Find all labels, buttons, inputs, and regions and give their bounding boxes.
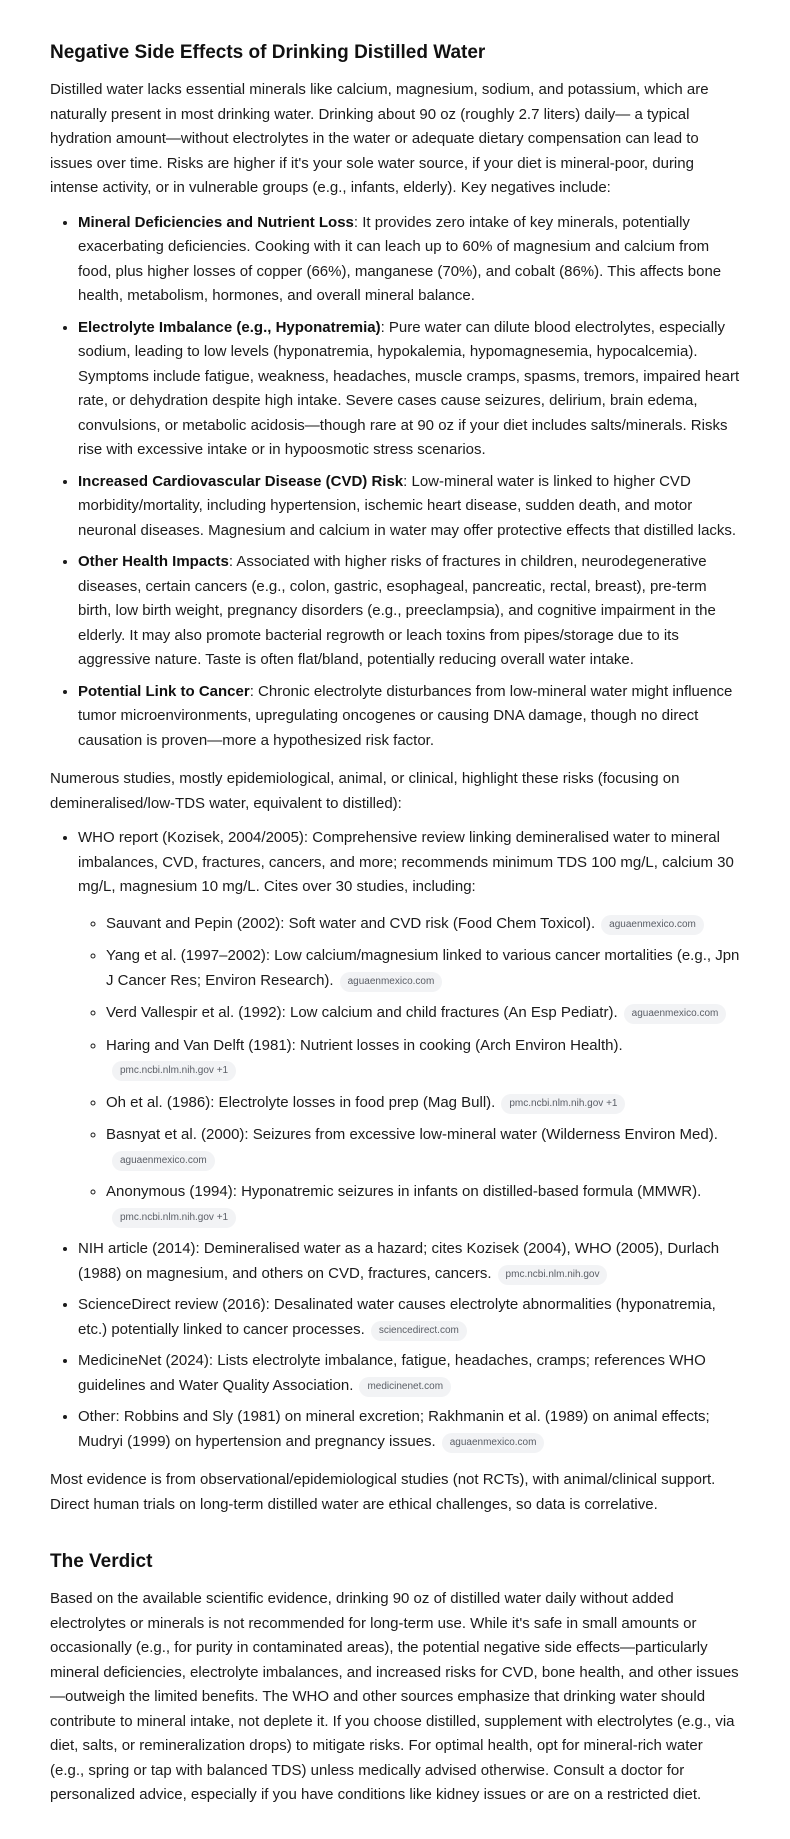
list-item bbox=[78, 1237, 740, 1286]
item-lead: Potential Link to Cancer bbox=[78, 682, 250, 700]
item-text: : Low-mineral water is linked to higher CVD morbidity/mortality, including hypertension, ischemic heart disease, sudden death, and motor neuronal diseases. Magnesium and calcium in water may offer protective effects that distilled lacks. bbox=[78, 472, 737, 539]
page-title: Negative Side Effects of Drinking Distilled Water bbox=[50, 42, 486, 63]
item-lead: Other Health Impacts bbox=[78, 553, 229, 570]
source-chip[interactable]: aguaenmexico.com bbox=[112, 1151, 215, 1171]
list-item bbox=[78, 550, 740, 673]
list-item bbox=[78, 1349, 740, 1398]
studies-intro: Numerous studies, mostly epidemiological, animal, or clinical, highlight these risks (focusing on demineralised/low-TDS water, equivalent to distilled): bbox=[50, 770, 680, 812]
item-text: Basnyat et al. (2000): Seizures from excessive low-mineral water (Wilderness Environ Med). bbox=[106, 1126, 718, 1143]
list-item bbox=[106, 1001, 740, 1026]
item-text: ScienceDirect review (2016): Desalinated water causes electrolyte abnormalities (hyponatremia, etc.) potentially linked to cancer processes. bbox=[78, 1296, 716, 1338]
item-text: Haring and Van Delft (1981): Nutrient losses in cooking (Arch Environ Health). bbox=[106, 1036, 623, 1054]
article bbox=[50, 40, 740, 1818]
item-text: : Pure water can dilute blood electrolytes, especially sodium, leading to low levels (hyponatremia, hypokalemia, hypomagnesemia, hypocalcemia). Symptoms include fatigue, weakness, headaches, muscle cramps, spasms, tremors, impaired heart rate, or dehydration despite high intake. Severe cases cause seizures, delirium, brain edema, convulsions, or metabolic acidosis—though rare at 90 oz if your diet includes salts/minerals. Risks rise with excessive intake or in hypoosmotic stress scenarios. bbox=[78, 318, 740, 458]
source-chip[interactable]: aguaenmexico.com bbox=[624, 1004, 727, 1024]
item-text: Yang et al. (1997–2002): Low calcium/magnesium linked to various cancer mortalities (e.g., Jpn J Cancer Res; Environ Research). bbox=[106, 947, 740, 989]
item-text: : Chronic electrolyte disturbances from low-mineral water might influence tumor microenvironments, upregulating oncogenes or causing DNA damage, though no direct causation is proven—more a hypothesized risk factor. bbox=[78, 682, 733, 749]
source-chip[interactable]: sciencedirect.com bbox=[371, 1321, 467, 1341]
list-item bbox=[106, 1180, 740, 1229]
list-item bbox=[78, 470, 740, 544]
list-item bbox=[106, 912, 740, 937]
item-text: WHO report (Kozisek, 2004/2005): Comprehensive review linking demineralised water to mineral imbalances, CVD, fractures, cancers, and more; recommends minimum TDS 100 mg/L, calcium 30 mg/L, magnesium 10 mg/L. Cites over 30 studies, including: bbox=[78, 829, 734, 895]
source-chip[interactable]: aguaenmexico.com bbox=[340, 972, 443, 992]
item-lead: Increased Cardiovascular Disease (CVD) Risk bbox=[78, 472, 404, 490]
item-text: Anonymous (1994): Hyponatremic seizures in infants on distilled-based formula (MMWR). bbox=[106, 1183, 702, 1200]
source-chip[interactable]: aguaenmexico.com bbox=[442, 1433, 545, 1453]
item-text: Oh et al. (1986): Electrolyte losses in food prep (Mag Bull). bbox=[106, 1093, 496, 1111]
source-chip[interactable]: pmc.ncbi.nlm.nih.gov +1 bbox=[112, 1061, 236, 1081]
list-item bbox=[106, 1091, 740, 1116]
item-text: MedicineNet (2024): Lists electrolyte imbalance, fatigue, headaches, cramps; references WHO guidelines and Water Quality Association. bbox=[78, 1352, 706, 1394]
item-text: Other: Robbins and Sly (1981) on mineral excretion; Rakhmanin et al. (1989) on animal effects; Mudryi (1999) on hypertension and pregnancy issues. bbox=[78, 1408, 710, 1450]
source-chip[interactable]: pmc.ncbi.nlm.nih.gov bbox=[498, 1265, 608, 1285]
studies-list bbox=[50, 826, 740, 1454]
list-item bbox=[78, 826, 740, 1229]
evidence-note: Most evidence is from observational/epidemiological studies (not RCTs), with animal/clinical support. Direct human trials on long-term distilled water are ethical challenges, so data is correlative. bbox=[50, 1471, 716, 1513]
item-text: Sauvant and Pepin (2002): Soft water and CVD risk (Food Chem Toxicol). bbox=[106, 914, 596, 932]
who-sub-list bbox=[78, 912, 740, 1230]
list-item bbox=[78, 1405, 740, 1454]
source-chip[interactable]: aguaenmexico.com bbox=[601, 915, 704, 935]
intro-paragraph: Distilled water lacks essential minerals like calcium, magnesium, sodium, and potassium, which are naturally present in most drinking water. Drinking about 90 oz (roughly 2.7 liters) daily— a typical hydration amount—without electrolytes in the water or adequate dietary compensation can lead to issues over time. Risks are higher if it's your sole water source, if your diet is mineral-poor, during intense activity, or in vulnerable groups (e.g., infants, elderly). Key negatives include: bbox=[50, 81, 709, 196]
source-chip[interactable]: medicinenet.com bbox=[359, 1377, 451, 1397]
list-item bbox=[78, 680, 740, 754]
source-chip[interactable]: pmc.ncbi.nlm.nih.gov +1 bbox=[501, 1094, 625, 1114]
item-text: Verd Vallespir et al. (1992): Low calcium and child fractures (An Esp Pediatr). bbox=[106, 1004, 618, 1021]
negatives-list bbox=[50, 211, 740, 754]
list-item bbox=[78, 1293, 740, 1342]
source-chip[interactable]: pmc.ncbi.nlm.nih.gov +1 bbox=[112, 1208, 236, 1228]
list-item bbox=[78, 316, 740, 463]
item-text: : Associated with higher risks of fractures in children, neurodegenerative diseases, certain cancers (e.g., colon, gastric, esophageal, pancreatic, rectal, breast), pre-term birth, low birth weight, pregnancy disorders (e.g., preeclampsia), and cognitive impairment in the elderly. It may also promote bacterial regrowth or leach toxins from pipes/storage due to its aggressive nature. Taste is often flat/bland, potentially reducing overall water intake. bbox=[78, 553, 716, 668]
list-item bbox=[106, 1123, 740, 1172]
item-text: NIH article (2014): Demineralised water as a hazard; cites Kozisek (2004), WHO (2005), Durlach (1988) on magnesium, and others on CVD, fractures, cancers. bbox=[78, 1240, 720, 1282]
list-item bbox=[78, 211, 740, 309]
item-lead: Mineral Deficiencies and Nutrient Loss bbox=[78, 213, 354, 231]
list-item bbox=[106, 944, 740, 993]
verdict-heading: The Verdict bbox=[50, 1551, 153, 1572]
item-text: : It provides zero intake of key minerals, potentially exacerbating deficiencies. Cooking with it can leach up to 60% of magnesium and calcium from food, plus higher losses of copper (66%), manganese (70%), and cobalt (86%). This affects bone health, metabolism, hormones, and overall mineral balance. bbox=[78, 213, 722, 304]
item-lead: Electrolyte Imbalance (e.g., Hyponatremia) bbox=[78, 318, 381, 336]
verdict-paragraph: Based on the available scientific evidence, drinking 90 oz of distilled water daily without added electrolytes or minerals is not recommended for long-term use. While it's safe in small amounts or occasionally (e.g., for purity in contaminated areas), the potential negative side effects—particularly mineral deficiencies, electrolyte imbalances, and increased risks for CVD, bone health, and other issues—outweigh the limited benefits. The WHO and other sources emphasize that drinking water should contribute to mineral intake, not deplete it. If you choose distilled, supplement with electrolytes (e.g., via diet, salts, or remineralization drops) to mitigate risks. For optimal health, opt for mineral-rich water (e.g., spring or tap with balanced TDS) unless medically advised otherwise. Consult a doctor for personalized advice, especially if you have conditions like kidney issues or are on a restricted diet. bbox=[50, 1590, 739, 1803]
list-item bbox=[106, 1034, 740, 1083]
